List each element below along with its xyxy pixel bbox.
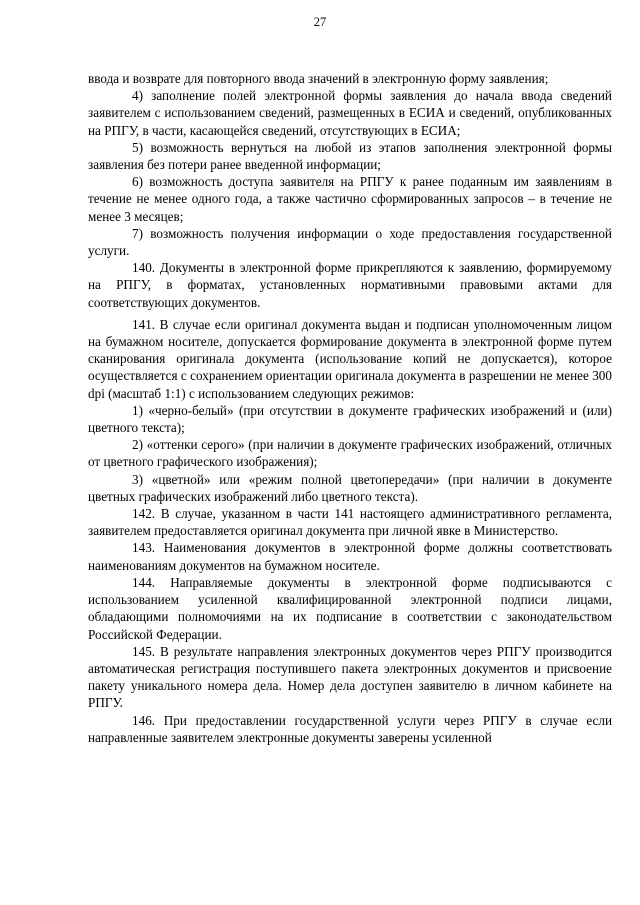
paragraph-141-mode-1: 1) «черно-белый» (при отсутствии в документе графических изображений и (или) цветного текста); xyxy=(88,402,612,436)
paragraph-146: 146. При предоставлении государственной услуги через РПГУ в случае если направленные заявителем электронные документы заверены усиленной xyxy=(88,712,612,745)
paragraph-item-5: 5) возможность вернуться на любой из этапов заполнения электронной формы заявления без потери ранее введенной информации; xyxy=(88,139,612,173)
paragraph-140: 140. Документы в электронной форме прикрепляются к заявлению, формируемому на РПГУ, в форматах, установленных нормативными правовыми актами для соответствующих документов. xyxy=(88,260,612,310)
paragraph-item-7: 7) возможность получения информации о ходе предоставления государственной услуги. xyxy=(88,225,612,259)
paragraph-item-6: 6) возможность доступа заявителя на РПГУ к ранее поданным им заявлениям в течение не менее одного года, а также частично сформированных запросов – в течение не менее 3 месяцев; xyxy=(88,174,612,224)
paragraph-141-mode-3: 3) «цветной» или «режим полной цветопередачи» (при наличии в документе цветных графических изображений либо цветного текста). xyxy=(88,471,612,504)
page-number: 27 xyxy=(313,15,327,29)
paragraph-141-mode-2: 2) «оттенки серого» (при наличии в документе графических изображений, отличных от цветного графического изображения); xyxy=(88,437,612,470)
paragraph-143: 143. Наименования документов в электронной форме должны соответствовать наименованиям документов на бумажном носителе. xyxy=(88,540,612,573)
paragraph-145: 145. В результате направления электронных документов через РПГУ производится автоматическая регистрация поступившего пакета электронных документов и присвоение пакету уникального номера дела. Номер дела доступен заявителю в личном кабинете на РПГУ. xyxy=(88,643,612,711)
paragraph-continuation: ввода и возврате для повторного ввода значений в электронную форму заявления; xyxy=(88,71,549,86)
paragraph-item-4: 4) заполнение полей электронной формы заявления до начала ввода сведений заявителем с использованием сведений, размещенных в ЕСИА и сведений, опубликованных на РПГУ, в части, касающейся сведений, отсутствующих в ЕСИА; xyxy=(88,88,612,138)
page-body xyxy=(88,70,612,746)
paragraph-142: 142. В случае, указанном в части 141 настоящего административного регламента, заявителем предоставляется оригинал документа при личной явке в Министерство. xyxy=(88,506,612,539)
paragraph-144: 144. Направляемые документы в электронной форме подписываются с использованием усиленной квалифицированной электронной подписи лицами, обладающими полномочиями на их подписание в соответствии с законодательством Российской Федерации. xyxy=(88,574,612,642)
paragraph-141: 141. В случае если оригинал документа выдан и подписан уполномоченным лицом на бумажном носителе, допускается формирование документа в электронной форме путем сканирования оригинала документа (использование копий не допускается), которое осуществляется с сохранением ориентации оригинала документа в разрешении не менее 300 dpi (масштаб 1:1) с использованием следующих режимов: xyxy=(88,316,612,401)
